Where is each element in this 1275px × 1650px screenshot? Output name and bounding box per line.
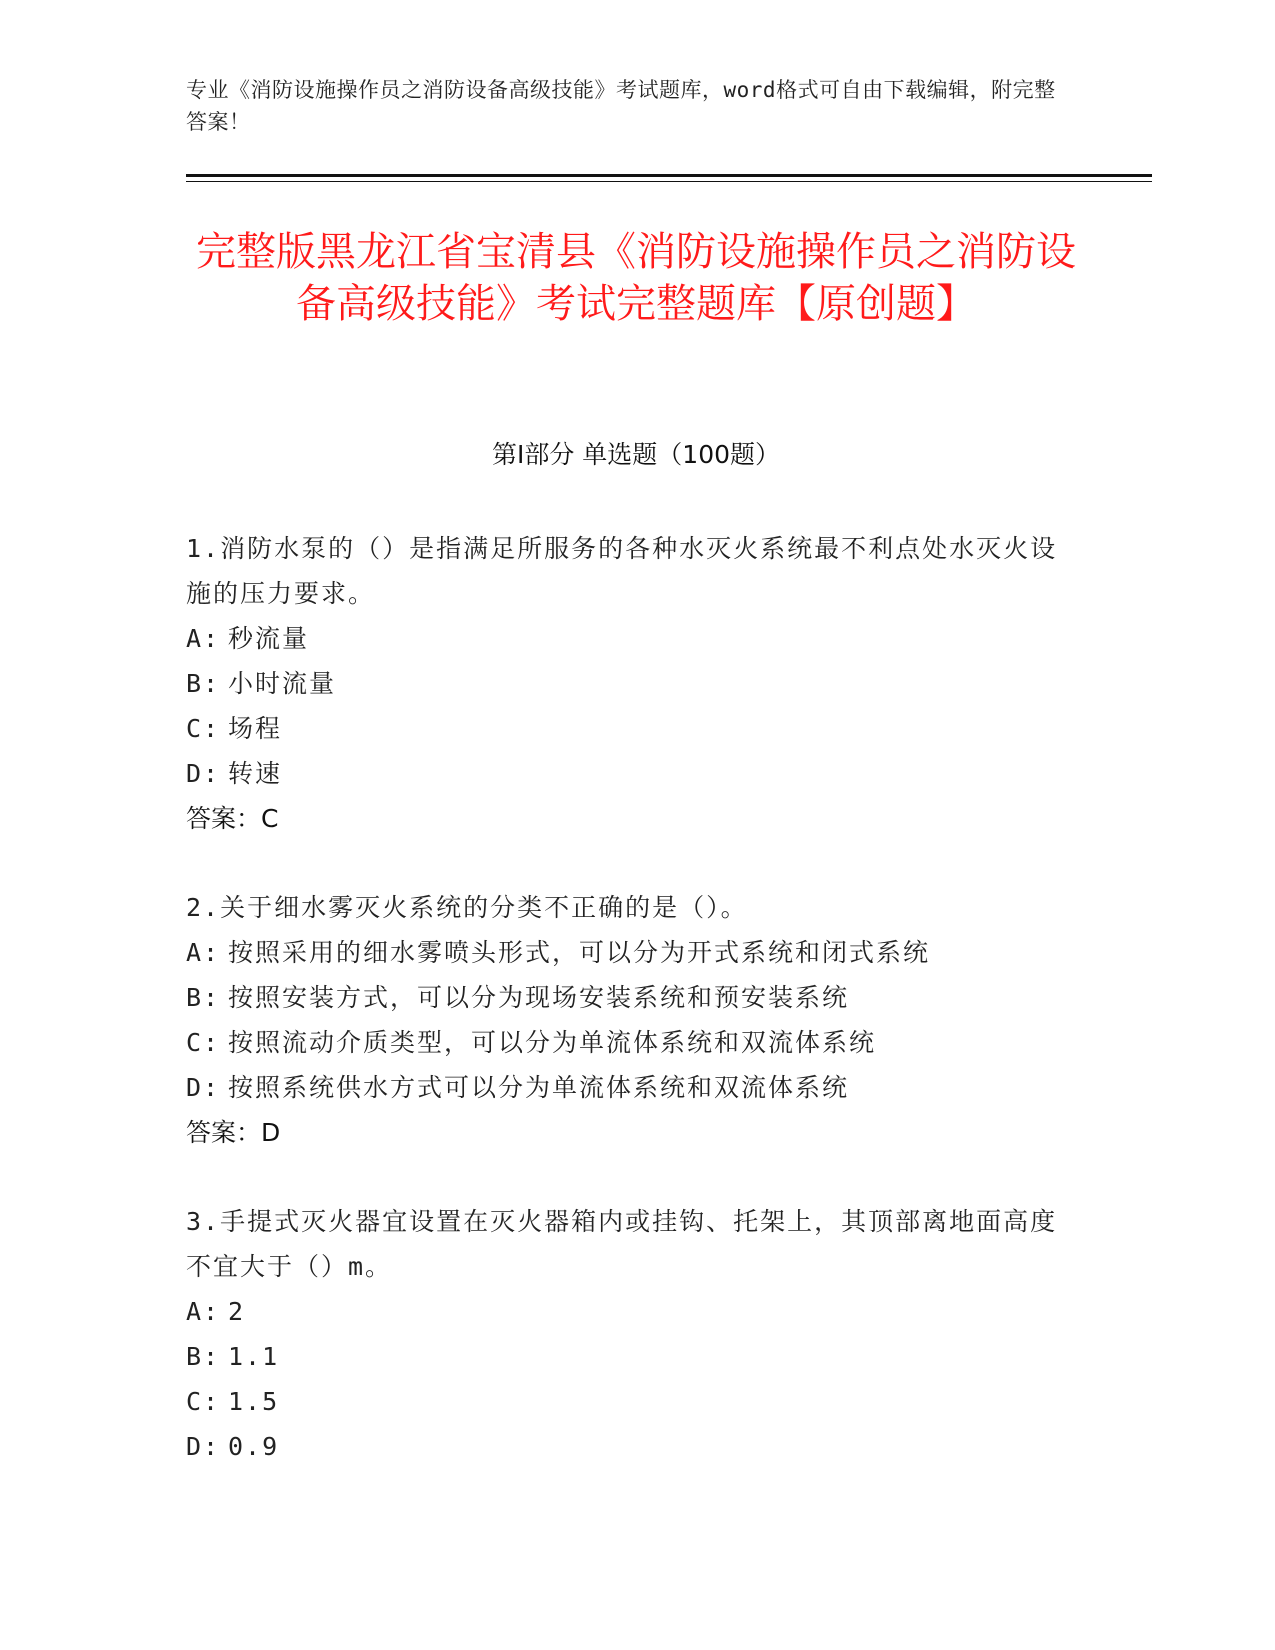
answer: 答案：C bbox=[186, 804, 279, 833]
question-3 bbox=[186, 1199, 1066, 1469]
option-letter: D: bbox=[186, 759, 221, 788]
option-letter: C: bbox=[186, 1387, 221, 1416]
question-text: 1.消防水泵的（）是指满足所服务的各种水灭火系统最不利点处水灭火设施的压力要求。 bbox=[186, 534, 1058, 608]
question-list bbox=[186, 526, 1066, 1513]
option-text: 1.5 bbox=[228, 1387, 280, 1416]
option-letter: C: bbox=[186, 714, 221, 743]
option-letter: B: bbox=[186, 1342, 221, 1371]
document-title: 完整版黑龙江省宝清县《消防设施操作员之消防设备高级技能》考试完整题库【原创题】 bbox=[196, 229, 1076, 327]
option-a bbox=[186, 930, 1066, 975]
option-text: 秒流量 bbox=[228, 624, 310, 653]
option-b bbox=[186, 975, 1066, 1020]
option-letter: B: bbox=[186, 669, 221, 698]
option-text: 按照安装方式，可以分为现场安装系统和预安装系统 bbox=[228, 983, 850, 1012]
option-c bbox=[186, 706, 1066, 751]
option-c bbox=[186, 1379, 1066, 1424]
question-text: 3.手提式灭火器宜设置在灭火器箱内或挂钩、托架上，其顶部离地面高度不宜大于（）m。 bbox=[186, 1207, 1058, 1281]
option-d bbox=[186, 1424, 1066, 1469]
option-a bbox=[186, 1289, 1066, 1334]
option-letter: A: bbox=[186, 624, 221, 653]
option-text: 2 bbox=[228, 1297, 246, 1326]
option-text: 按照流动介质类型，可以分为单流体系统和双流体系统 bbox=[228, 1028, 877, 1057]
option-letter: D: bbox=[186, 1432, 221, 1461]
option-letter: B: bbox=[186, 983, 221, 1012]
header-rule-thin bbox=[186, 181, 1152, 182]
option-letter: C: bbox=[186, 1028, 221, 1057]
question-1 bbox=[186, 526, 1066, 841]
option-text: 小时流量 bbox=[228, 669, 337, 698]
option-text: 1.1 bbox=[228, 1342, 280, 1371]
option-b bbox=[186, 661, 1066, 706]
header-rule-thick bbox=[186, 174, 1152, 177]
part-title: 第Ⅰ部分 单选题（100题） bbox=[491, 440, 781, 469]
option-text: 按照系统供水方式可以分为单流体系统和双流体系统 bbox=[228, 1073, 850, 1102]
option-letter: D: bbox=[186, 1073, 221, 1102]
option-text: 场程 bbox=[228, 714, 283, 743]
option-letter: A: bbox=[186, 938, 221, 967]
option-d bbox=[186, 1065, 1066, 1110]
option-b bbox=[186, 1334, 1066, 1379]
answer: 答案：D bbox=[186, 1118, 281, 1147]
option-text: 转速 bbox=[228, 759, 283, 788]
option-a bbox=[186, 616, 1066, 661]
option-letter: A: bbox=[186, 1297, 221, 1326]
option-text: 按照采用的细水雾喷头形式，可以分为开式系统和闭式系统 bbox=[228, 938, 931, 967]
option-c bbox=[186, 1020, 1066, 1065]
header-note: 专业《消防设施操作员之消防设备高级技能》考试题库，word格式可自由下载编辑，附完整答案！ bbox=[186, 78, 1056, 134]
option-text: 0.9 bbox=[228, 1432, 280, 1461]
question-2 bbox=[186, 885, 1066, 1155]
question-text: 2.关于细水雾灭火系统的分类不正确的是（）。 bbox=[186, 893, 748, 922]
option-d bbox=[186, 751, 1066, 796]
